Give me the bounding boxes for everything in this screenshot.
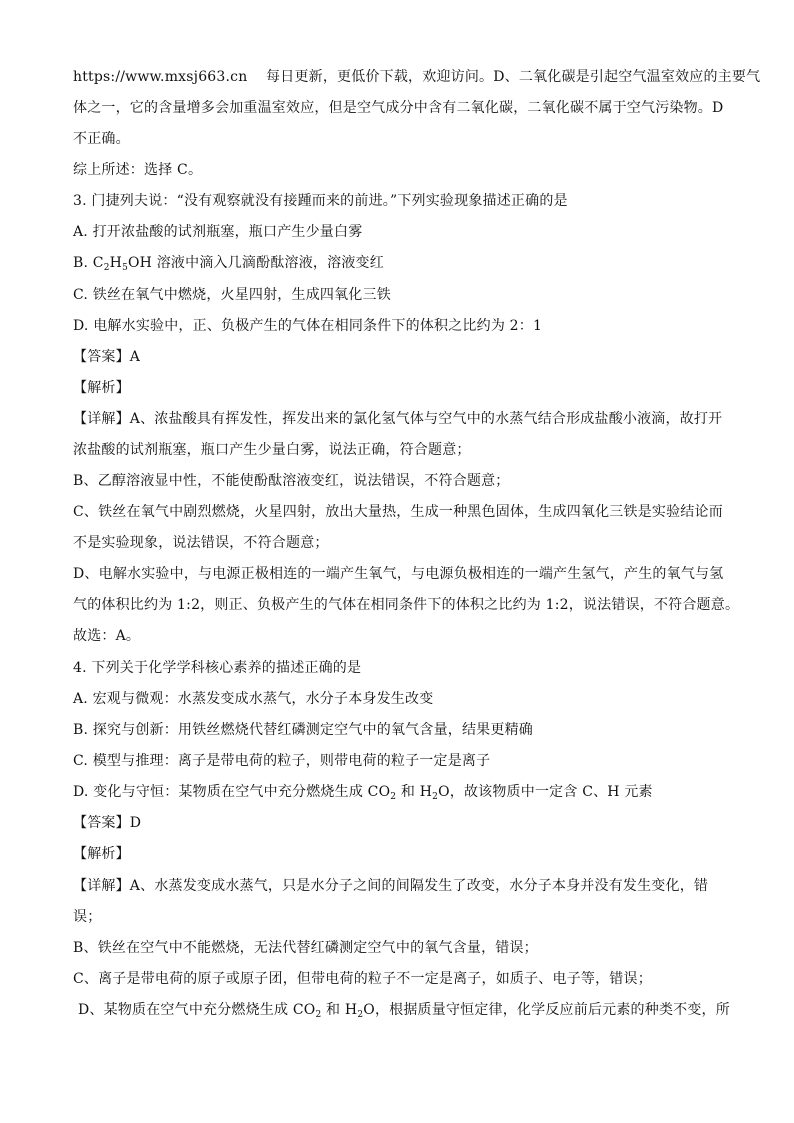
q3-option-b-post: OH 溶液中滴入几滴酚酞溶液，溶液变红 [128, 255, 384, 271]
q4-analysis: 【解析】 [73, 846, 130, 862]
site-notice: 每日更新，更低价下载，欢迎访问。 [266, 69, 494, 85]
q4-detail-5-post: O，根据质量守恒定律，化学反应前后元素的种类不变，所 [363, 1002, 730, 1018]
q3-conclusion: 故选：A。 [73, 628, 141, 644]
header-line [73, 68, 761, 86]
q4-stem: 4. 下列关于化学学科核心素养的描述正确的是 [73, 660, 362, 676]
q4-detail-5 [78, 1001, 738, 1019]
q2-tail-line3: 不正确。 [73, 131, 130, 147]
q2-summary: 综上所述：选择 C。 [73, 162, 203, 178]
q3-detail-2: 浓盐酸的试剂瓶塞，瓶口产生少量白雾，说法正确，符合题意； [73, 442, 471, 458]
q3-answer: 【答案】A [73, 349, 141, 365]
q3-analysis: 【解析】 [73, 380, 130, 396]
q3-detail-1: 【详解】A、浓盐酸具有挥发性，挥发出来的氯化氢气体与空气中的水蒸气结合形成盐酸小液滴，故打开 [73, 411, 723, 427]
q4-detail-4: C、离子是带电荷的原子或原子团，但带电荷的粒子不一定是离子，如质子、电子等，错误； [73, 971, 652, 987]
q4-option-c: C. 模型与推理：离子是带电荷的粒子，则带电荷的粒子一定是离子 [73, 753, 491, 769]
q3-detail-3: B、乙醇溶液显中性，不能使酚酞溶液变红，说法错误，不符合题意； [73, 473, 510, 489]
q4-option-d [73, 783, 733, 801]
q4-detail-5-pre: D、某物质在空气中充分燃烧生成 CO [78, 1002, 316, 1018]
q3-option-d: D. 电解水实验中，正、负极产生的气体在相同条件下的体积之比约为 2：1 [73, 318, 543, 334]
q4-option-d-mid: 和 H [396, 784, 433, 800]
q4-detail-2: 误； [73, 909, 102, 925]
q3-stem: 3. 门捷列夫说：“没有观察就没有接踵而来的前进。”下列实验现象描述正确的是 [73, 193, 568, 209]
q4-answer: 【答案】D [73, 815, 142, 831]
q3-option-b-sub1: 2 [103, 263, 110, 273]
q4-option-d-pre: D. 变化与守恒：某物质在空气中充分燃烧生成 CO [73, 784, 391, 800]
q4-detail-5-sub1: 2 [315, 1010, 322, 1020]
q3-option-b-pre: B. C [73, 255, 104, 271]
q2-tail-line1: D、二氧化碳是引起空气温室效应的主要气 [493, 69, 761, 85]
q4-detail-5-sub2: 2 [357, 1010, 364, 1020]
q3-detail-7: 气的体积比约为 1:2，则正、负极产生的气体在相同条件下的体积之比约为 1:2，说法错误，不符合题意。 [73, 597, 740, 613]
q3-option-b-sub2: 5 [122, 263, 128, 273]
q3-detail-4: C、铁丝在氧气中剧烈燃烧，火星四射，放出大量热，生成一种黑色固体，生成四氧化三铁是实验结论而 [73, 504, 723, 520]
q4-option-b: B. 探究与创新：用铁丝燃烧代替红磷测定空气中的氧气含量，结果更精确 [73, 722, 533, 738]
q3-option-a: A. 打开浓盐酸的试剂瓶塞，瓶口产生少量白雾 [73, 224, 363, 240]
q4-detail-3: B、铁丝在空气中不能燃烧，无法代替红磷测定空气中的氧气含量，错误； [73, 940, 538, 956]
q3-detail-5: 不是实验现象，说法错误，不符合题意； [73, 535, 329, 551]
q3-option-c: C. 铁丝在氧气中燃烧，火星四射，生成四氧化三铁 [73, 287, 391, 303]
q4-option-d-post: O，故该物质中一定含 C、H 元素 [438, 784, 653, 800]
q3-detail-6: D、电解水实验中，与电源正极相连的一端产生氧气，与电源负极相连的一端产生氢气，产生的氧气与氢 [73, 566, 724, 582]
q4-option-d-sub1: 2 [390, 792, 397, 802]
q3-option-b-mid: H [109, 255, 123, 271]
q4-option-a: A. 宏观与微观：水蒸发变成水蒸气，水分子本身发生改变 [73, 691, 434, 707]
site-url[interactable]: https://www.mxsj663.cn [73, 69, 248, 85]
q3-option-b [73, 254, 733, 272]
q2-tail-line2: 体之一，它的含量增多会加重温室效应，但是空气成分中含有二氧化碳，二氧化碳不属于空气污染物。D [73, 100, 724, 116]
q4-option-d-sub2: 2 [432, 792, 439, 802]
q4-detail-1: 【详解】A、水蒸发变成水蒸气，只是水分子之间的间隔发生了改变，水分子本身并没有发生变化，错 [73, 878, 709, 894]
q4-detail-5-mid: 和 H [321, 1002, 358, 1018]
